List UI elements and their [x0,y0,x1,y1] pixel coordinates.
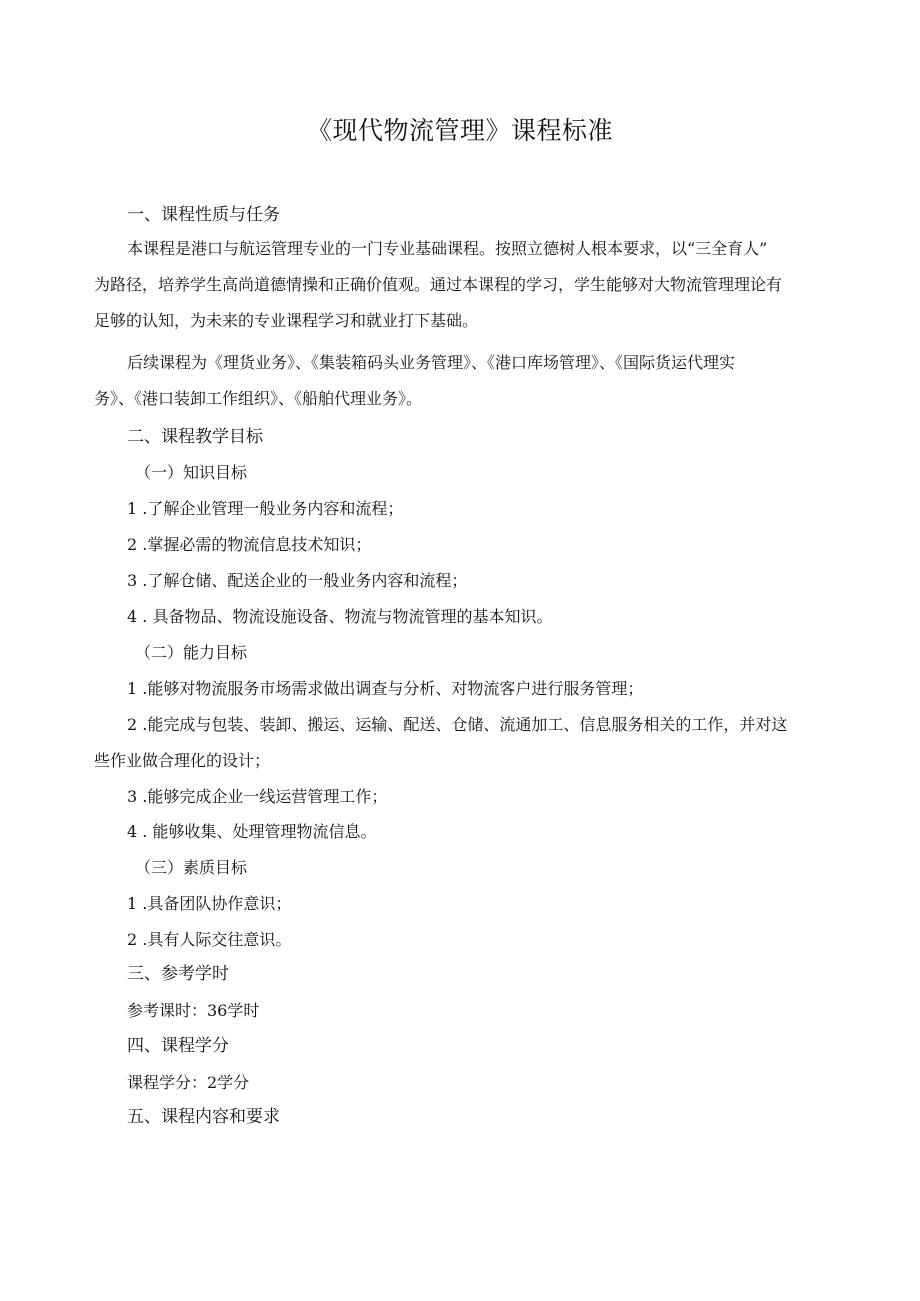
list-item: 2 .具有人际交往意识。 [127,930,292,949]
list-item: 1 .具备团队协作意识； [127,894,292,913]
list-item: 2 .掌握必需的物流信息技术知识； [127,535,372,554]
list-item: 1 .了解企业管理一般业务内容和流程； [127,499,404,518]
list-item: 4 . 能够收集、处理管理物流信息。 [127,822,377,841]
credits-text: 课程学分：2学分 [127,1073,250,1092]
subheading-quality: （三）素质目标 [135,858,248,877]
paragraph-line: 足够的认知，为未来的专业课程学习和就业打下基础。 [94,311,479,330]
paragraph-line: 务》、《港口装卸工作组织》、《船舶代理业务》。 [94,389,423,408]
list-item: 1 .能够对物流服务市场需求做出调查与分析、对物流客户进行服务管理； [127,679,644,698]
list-item: 3 .能够完成企业一线运营管理工作； [127,787,388,806]
paragraph-line: 本课程是港口与航运管理专业的一门专业基础课程。按照立德树人根本要求，以“三全育人” [127,239,768,258]
paragraph-line: 为路径，培养学生高尚道德情操和正确价值观。通过本课程的学习，学生能够对大物流管理理论有 [94,275,783,294]
section-heading-hours: 三、参考学时 [127,964,229,984]
list-item-continuation: 些作业做合理化的设计； [94,751,271,770]
hours-text: 参考课时：36学时 [127,1001,260,1020]
paragraph-line: 后续课程为《理货业务》、《集装箱码头业务管理》、《港口库场管理》、《国际货运代理实 [127,353,736,372]
section-heading-objectives: 二、课程教学目标 [127,427,263,447]
subheading-knowledge: （一）知识目标 [135,463,248,482]
subheading-ability: （二）能力目标 [135,643,248,662]
list-item: 2 .能完成与包装、装卸、搬运、运输、配送、仓储、流通加工、信息服务相关的工作，并对这 [127,715,788,734]
list-item: 4 . 具备物品、物流设施设备、物流与物流管理的基本知识。 [127,607,553,626]
section-heading-content: 五、课程内容和要求 [127,1107,280,1127]
section-heading-nature: 一、课程性质与任务 [127,205,280,225]
section-heading-credits: 四、课程学分 [127,1036,229,1056]
list-item: 3 .了解仓储、配送企业的一般业务内容和流程； [127,571,468,590]
document-title: 《现代物流管理》课程标准 [306,116,613,145]
